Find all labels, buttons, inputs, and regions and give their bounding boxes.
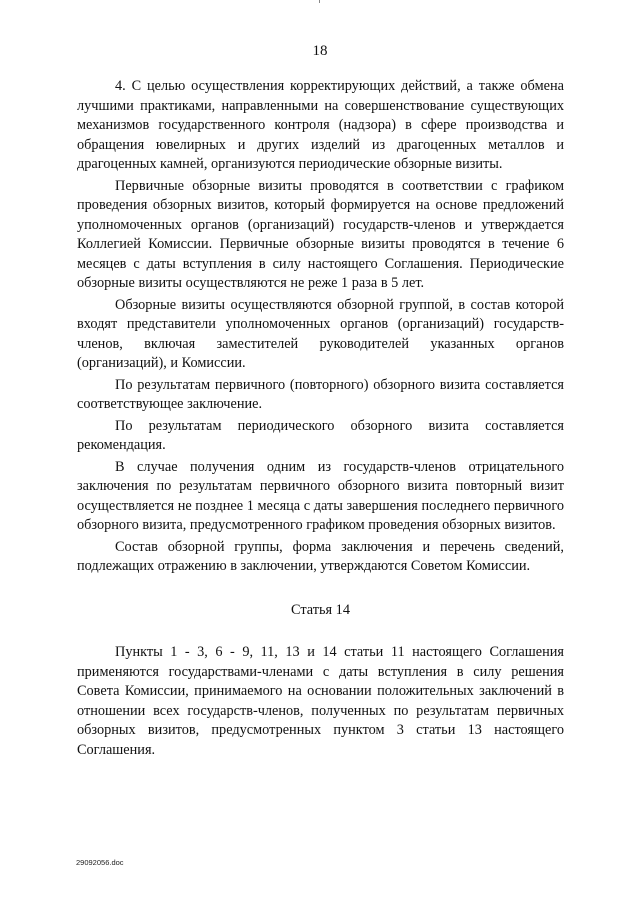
paragraph-3: Обзорные визиты осуществляются обзорной группой, в состав которой входят представители уполномоченных органов (организаций) государств-членов, включая заместителей руководителей указанных органов (организаций), и Комиссии. bbox=[77, 296, 564, 371]
paragraph-1: 4. С целью осуществления корректирующих действий, а также обмена лучшими практиками, направленными на совершенствование существующих механизмов государственного контроля (надзора) в сфере производства и обращения ювелирных и других изделий из драгоценных металлов и драгоценных камней, организуются периодические обзорные визиты. bbox=[77, 78, 564, 172]
paragraph-7: Состав обзорной группы, форма заключения и перечень сведений, подлежащих отражению в заключении, утверждаются Советом Комиссии. bbox=[77, 538, 564, 574]
article-heading: Статья 14 bbox=[291, 601, 350, 618]
top-edge-mark bbox=[319, 0, 320, 3]
page-number: 18 bbox=[312, 43, 328, 59]
paragraph-4: По результатам первичного (повторного) обзорного визита составляется соответствующее заключение. bbox=[77, 376, 564, 412]
document-body bbox=[77, 77, 564, 762]
article-paragraph: Пункты 1 - 3, 6 - 9, 11, 13 и 14 статьи 11 настоящего Соглашения применяются государствами-членами с даты вступления в силу решения Совета Комиссии, принимаемого на основании положительных заключений в отношении всех государств-членов, полученных по результатам первичных обзорных визитов, предусмотренных пунктом 3 статьи 13 настоящего Соглашения. bbox=[77, 644, 564, 758]
paragraph-6: В случае получения одним из государств-членов отрицательного заключения по результатам первичного обзорного визита повторный визит осуществляется не позднее 1 месяца с даты завершения последнего первичного обзорного визита, предусмотренного графиком проведения обзорных визитов. bbox=[77, 458, 564, 533]
paragraph-2: Первичные обзорные визиты проводятся в соответствии с графиком проведения обзорных визитов, который формируется на основе предложений уполномоченных органов (организаций) государств-членов и утверждается Коллегией Комиссии. Первичные обзорные визиты проводятся в течение 6 месяцев с даты вступления в силу настоящего Соглашения. Периодические обзорные визиты осуществляются не реже 1 раза в 5 лет. bbox=[77, 177, 564, 291]
paragraph-5: По результатам периодического обзорного визита составляется рекомендация. bbox=[77, 417, 564, 453]
footer-filename: 29092056.doc bbox=[76, 858, 124, 867]
